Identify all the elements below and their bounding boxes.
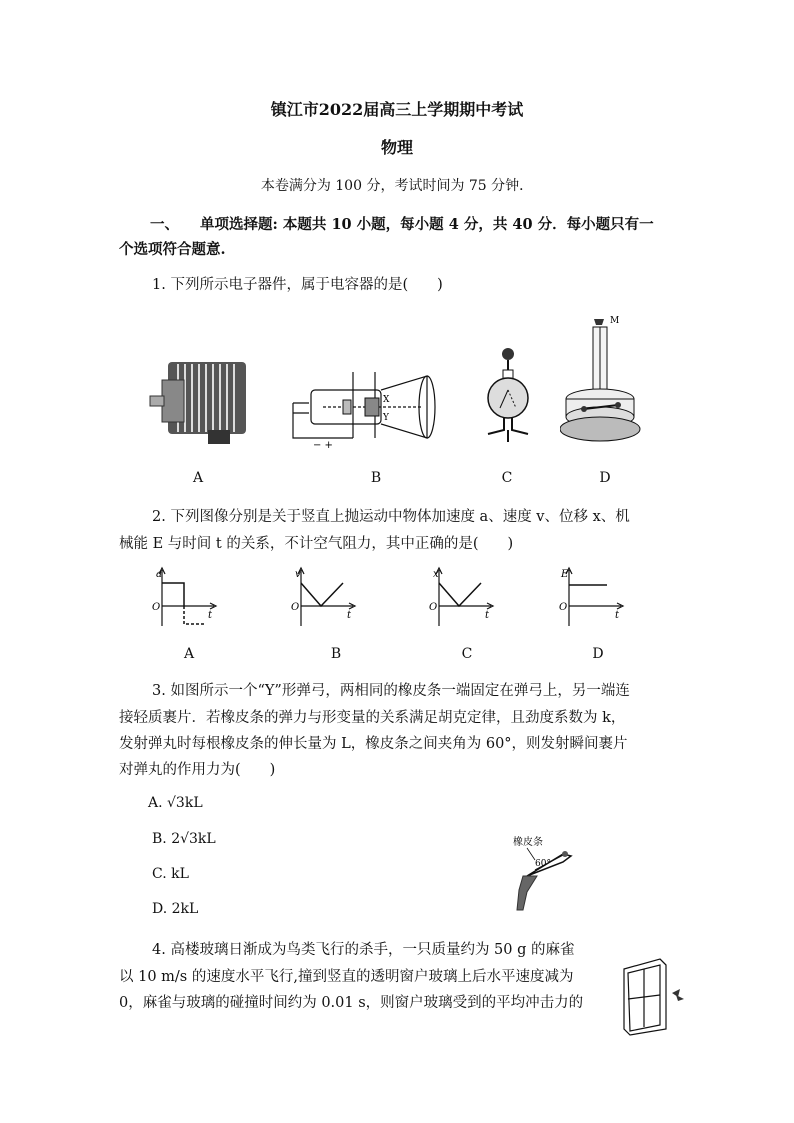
section-heading: 单项选择题: 本题共 10 小题，每小题 4 分，共 40 分．每小题只有一 — [200, 216, 654, 233]
question-1-stem: 1. 下列所示电子器件，属于电容器的是( ) — [152, 277, 443, 293]
graph-a-x-label: t — [208, 610, 213, 621]
question-3-stem-line1: 3. 如图所示一个“Y”形弹弓，两相同的橡皮条一端固定在弹弓上，另一端连 — [152, 683, 630, 699]
electroscope-image — [482, 346, 542, 446]
q1-option-d-label: D — [599, 470, 611, 486]
q2-option-c-label: C — [461, 646, 473, 662]
graph-a-acceleration — [148, 566, 220, 632]
question-3-stem-line3: 发射弹丸时每根橡皮条的伸长量为 L，橡皮条之间夹角为 60°，则发射瞬间裹片 — [119, 736, 628, 752]
q3-option-c: C. kL — [152, 866, 189, 882]
question-4-stem-line1: 4. 高楼玻璃日渐成为鸟类飞行的杀手，一只质量约为 50 g 的麻雀 — [152, 942, 575, 958]
question-3-stem-line4: 对弹丸的作用力为( ) — [119, 762, 276, 778]
graph-c-y-label: x — [433, 569, 439, 580]
question-4-stem-line3: 0，麻雀与玻璃的碰撞时间约为 0.01 s，则窗户玻璃受到的平均冲击力的 — [119, 995, 584, 1011]
graph-b-x-label: t — [347, 610, 352, 621]
exam-title: 镇江市2022届高三上学期期中考试 — [270, 100, 524, 119]
graph-c-origin: O — [429, 602, 438, 613]
graph-a-y-label: a — [156, 569, 162, 580]
question-2-stem-line1: 2. 下列图像分别是关于竖直上抛运动中物体加速度 a、速度 v、位移 x、机 — [152, 509, 630, 525]
slingshot-image — [505, 832, 585, 914]
q1-option-b-label: B — [370, 470, 382, 486]
graph-b-velocity — [287, 566, 359, 632]
window-image — [620, 955, 690, 1037]
exam-note: 本卷满分为 100 分，考试时间为 75 分钟． — [260, 178, 534, 194]
graph-d-energy — [555, 566, 627, 632]
question-3-stem-line2: 接轻质裹片．若橡皮条的弹力与形变量的关系满足胡克定律，且劲度系数为 k， — [119, 710, 626, 726]
q1-option-c-label: C — [501, 470, 513, 486]
screen-x-label: X — [383, 395, 390, 405]
graph-c-displacement — [425, 566, 497, 632]
graph-b-origin: O — [291, 602, 300, 613]
variable-capacitor-image — [148, 352, 256, 448]
section-heading-line2: 个选项符合题意. — [119, 241, 226, 258]
q2-option-a-label: A — [183, 646, 195, 662]
q2-option-b-label: B — [330, 646, 342, 662]
graph-d-x-label: t — [615, 610, 620, 621]
graph-b-y-label: v — [295, 569, 301, 580]
question-4-stem-line2: 以 10 m/s 的速度水平飞行,撞到竖直的透明窗户玻璃上后水平速度减为 — [119, 969, 574, 985]
q3-option-a: A. √3kL — [148, 795, 203, 811]
q2-option-d-label: D — [592, 646, 604, 662]
knob-label: M — [610, 316, 620, 326]
oscilloscope-tube-image — [283, 368, 443, 450]
rubber-band-label: 橡皮条 — [513, 837, 543, 848]
graph-c-x-label: t — [485, 610, 490, 621]
q3-option-d: D. 2kL — [152, 901, 199, 917]
torsion-balance-image — [560, 311, 650, 451]
subject-title: 物理 — [380, 138, 413, 157]
q1-option-a-label: A — [192, 470, 204, 486]
angle-label: 60° — [535, 859, 551, 869]
question-2-stem-line2: 械能 E 与时间 t 的关系，不计空气阻力，其中正确的是( ) — [119, 536, 514, 552]
q3-option-b: B. 2√3kL — [152, 831, 216, 847]
screen-y-label: Y — [383, 413, 389, 423]
graph-d-origin: O — [559, 602, 568, 613]
terminal-label: − + — [313, 440, 333, 450]
section-number: 一、 — [150, 216, 179, 233]
graph-a-origin: O — [152, 602, 161, 613]
graph-d-y-label: E — [561, 569, 569, 580]
